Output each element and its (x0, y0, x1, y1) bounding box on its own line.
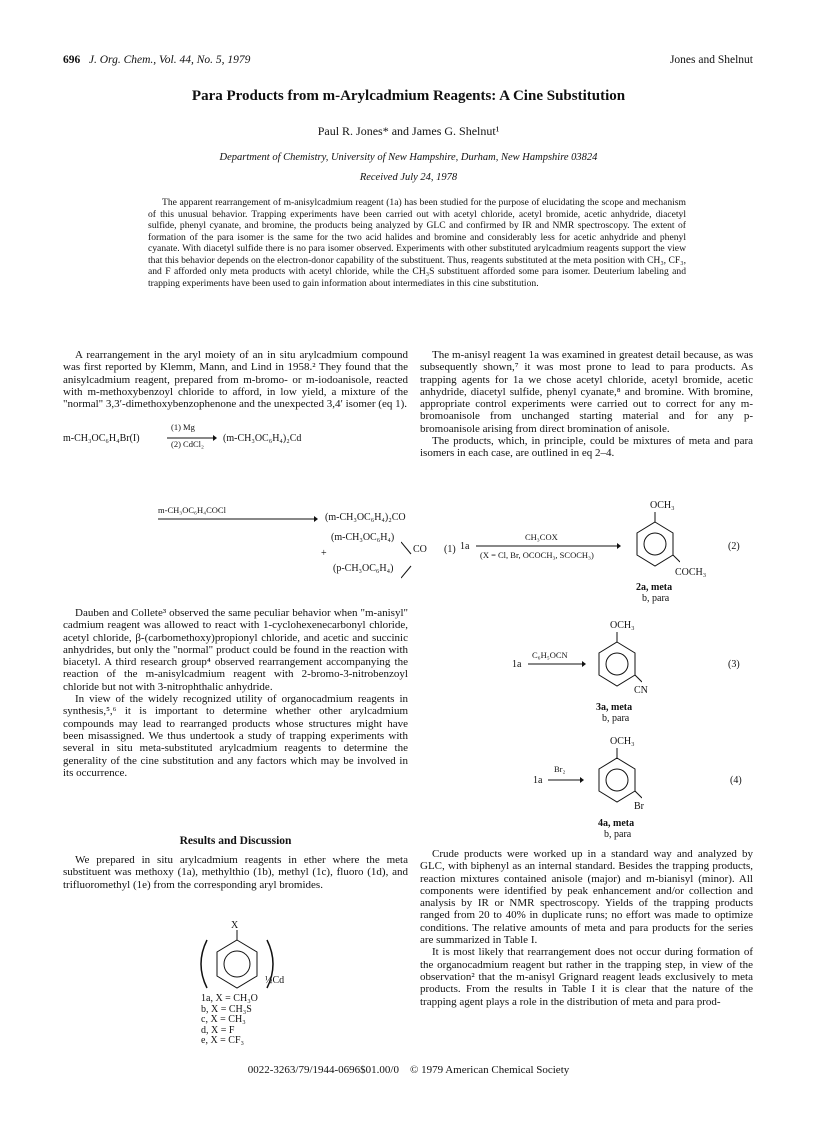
section-heading-results: Results and Discussion (179, 835, 292, 847)
structure-1-benzene-ring (199, 930, 284, 1000)
equation-1 (63, 422, 456, 605)
structure-1-item-b: b, X = CH₃S (201, 1003, 252, 1015)
structure-1-item-a: 1a, X = CH₃O (201, 993, 258, 1004)
right-paragraph-3: Crude products were worked up in a standard way and analyzed by GLC, with biphenyl as an internal standard. Besides the trapping products, reaction mixtures contained anisole (major) and m-bianisyl (minor). All components were identified by peak enhancement and/or collection and analysis by IR or NMR spectroscopy. Yields of the trapping products ranged from 20 to 40% in duplicate runs; no effort was made to optimize conditions. The relative amounts of meta and para products for the series are summarized in Table I. (420, 848, 753, 947)
eq1-step2: (2) CdCl₂ (171, 439, 204, 449)
structure-1-substituent: X (231, 920, 239, 931)
eq2-number: (2) (728, 541, 740, 552)
eq1-step1: (1) Mg (171, 422, 195, 432)
footer-code: 0022-3263/79/1944-0696$01.00/0 (247, 1064, 399, 1076)
eq3-och3: OCH₃ (610, 620, 635, 631)
background-paragraph-3: In view of the widely recognized utility of organocadmium reagents in synthesis,⁵,⁶ it is important to determine whether other arylcadmium compounds may lead to rearranged products whose structures might have been misassigned. We thus undertook a study of trapping experiments with several in situ meta-substituted arylcadmium reagents to determine the generality of the cine substitution and any factors which may be involved in its occurrence. (63, 693, 408, 779)
right-column-intro (420, 349, 753, 460)
eq3-reactant: 1a (512, 659, 522, 670)
eq2-condition: (X = Cl, Br, OCOCH₃, SCOCH₃) (480, 550, 594, 560)
eq1-arrow-1 (167, 435, 217, 441)
eq1-product1: (m-CH₃OC₆H₄)₂Cd (223, 433, 302, 444)
equation-4 (420, 734, 753, 839)
structure-1-item-d: d, X = F (201, 1024, 235, 1036)
eq4-substituent: Br (634, 801, 644, 812)
page-number: 696 (63, 54, 81, 66)
right-paragraph-1: The m-anisyl reagent 1a was examined in greatest detail because, as was subsequently shown,⁷ it was most prone to lead to para products. As trapping agents for 1a we chose acetyl chloride, acetyl bromide, acetic anhydride, diacetyl sulfide, phenyl cyanate,⁸ and bromine. With bromine, appropriate control experiments were carried out to correct for any m-bromoanisole from unchanged starting material and for any p-bromoanisole arising from direct bromination of anisole. (420, 349, 753, 435)
eq1-number: (1) (444, 544, 456, 555)
right-paragraph-4: It is most likely that rearrangement does not occur during formation of the organocadmium reagent but rather in the trapping step, in view of the observation² that the m-anisyl Grignard reagent leads exclusively to meta products. From the results in Table I it is clear that the nature of the trapping agent plays a role in the distribution of meta and para prod- (420, 946, 753, 1008)
structure-1-cadmium: ½Cd (265, 975, 285, 986)
structure-1-item-e: e, X = CF₃ (201, 1035, 245, 1046)
right-column-results (420, 848, 753, 1008)
affiliation: Department of Chemistry, University of New Hampshire, Durham, New Hampshire 03824 (219, 152, 598, 163)
eq4-reactant: 1a (533, 775, 543, 786)
eq3-arrow (528, 661, 586, 667)
eq4-arrow (548, 777, 584, 783)
eq1-aryl-meta: (m-CH₃OC₆H₄) (331, 532, 395, 543)
right-paragraph-2: The products, which, in principle, could be mixtures of meta and para isomers in each case, are outlined in eq 2–4. (420, 435, 753, 460)
eq2-reactant: 1a (460, 541, 470, 552)
eq1-product2: (m-CH₃OC₆H₄)₂CO (325, 512, 406, 523)
equation-2 (420, 498, 753, 603)
eq1-reactant: m-CH₃OC₆H₄Br(I) (63, 433, 140, 444)
eq2-benzene-ring (630, 512, 680, 576)
journal-citation: J. Org. Chem., Vol. 44, No. 5, 1979 (88, 54, 251, 66)
page-footer (0, 1064, 817, 1076)
structure-1-list (201, 994, 258, 1047)
eq2-substituent: COCH₃ (675, 567, 707, 578)
running-header-left (63, 54, 250, 66)
eq4-label-meta: 4a, meta (598, 818, 635, 829)
article-title: Para Products from m-Arylcadmium Reagents: A Cine Substitution (191, 88, 626, 104)
structure-1-item-c: c, X = CH₃ (201, 1014, 246, 1025)
eq1-reagent: m-CH₃OC₆H₄COCl (158, 505, 226, 515)
received-date: Received July 24, 1978 (359, 172, 458, 183)
eq4-och3: OCH₃ (610, 736, 635, 747)
eq2-och3: OCH₃ (650, 500, 675, 511)
background-paragraph-2: Dauben and Collete³ observed the same peculiar behavior when "m-anisyl" cadmium reagent was allowed to react with 1-cyclohexenecarbonyl chloride, acetyl chloride, β-(carbomethoxy)propionyl chloride, and acetic and succinic anhydrides, but only the "normal" product could be found in the reaction with biacetyl. A third research group⁴ observed rearrangement accompanying the reaction of the m-anisylcadmium reagent with 2-bromo-3-nitrobenzoyl chloride but not with 3-nitrophthalic anhydride. (63, 607, 408, 693)
eq3-label-meta: 3a, meta (596, 702, 633, 713)
eq1-aryl-para: (p-CH₃OC₆H₄) (333, 563, 394, 574)
eq2-label-meta: 2a, meta (636, 582, 673, 593)
intro-paragraph-1: A rearrangement in the aryl moiety of an in situ arylcadmium compound was first reported by Klemm, Mann, and Lind in 1958.² They found that the anisylcadmium reagent, prepared from m-bromo- or m-iodoanisole, reacted with m-methoxybenzoyl chloride to afford, in low yield, a mixture of the "normal" 3,3′-dimethoxybenzophenone and the unexpected 3,4′ isomer (eq 1). (63, 349, 408, 411)
left-column-results (63, 854, 408, 891)
eq3-substituent: CN (634, 685, 648, 696)
running-authors: Jones and Shelnut (669, 54, 753, 66)
eq1-arrow-2 (158, 516, 318, 522)
equation-3 (420, 618, 753, 723)
eq3-label-para: b, para (602, 713, 630, 724)
eq3-number: (3) (728, 659, 740, 670)
structure-1 (195, 920, 305, 1060)
footer-copyright: © 1979 American Chemical Society (409, 1064, 570, 1076)
eq2-reagent: CH₃COX (525, 532, 558, 542)
eq1-co: CO (413, 544, 427, 555)
eq4-number: (4) (730, 775, 742, 786)
eq2-label-para: b, para (642, 593, 670, 604)
results-paragraph-1: We prepared in situ arylcadmium reagents in ether where the meta substituent was methoxy (1a), methylthio (1b), methyl (1c), fluoro (1d), and trifluoromethyl (1e) from the corresponding aryl bromides. (63, 854, 408, 891)
eq3-reagent: C₆H₅OCN (532, 650, 568, 660)
left-column-background (63, 607, 408, 779)
left-column-intro (63, 349, 408, 410)
author-line: Paul R. Jones* and James G. Shelnut¹ (317, 124, 500, 138)
abstract: The apparent rearrangement of m-anisylcadmium reagent (1a) has been studied for the purpose of elucidating the scope and mechanism of this unusual behavior. Trapping experiments have been carried out with acetyl chloride, acetyl bromide, acetic anhydride, diacetyl sulfide, phenyl cyanate, and bromine, the products being analyzed by GLC and confirmed by IR and NMR spectroscopy. The extent of formation of the para isomer is the same for the two acid halides and bromine and considerably less for acetic anhydride and phenyl cyanate. With diacetyl sulfide there is no para isomer observed. Experiments with other substituted arylcadmium reagents support the view that this behavior depends on the electron-donor capability of the substituent. Thus, reagents substituted at the meta position with CH₃, CF₃, and F afforded only meta products with acetyl chloride, while the CH₃S substituent afforded some para isomer. Deuterium labeling and trapping experiments have been used to gain information about intermediates in this cine substitution. (148, 197, 686, 289)
eq4-reagent: Br₂ (554, 764, 566, 774)
eq4-label-para: b, para (604, 829, 632, 840)
eq1-plus: + (321, 548, 327, 559)
eq2-arrow (476, 543, 621, 549)
